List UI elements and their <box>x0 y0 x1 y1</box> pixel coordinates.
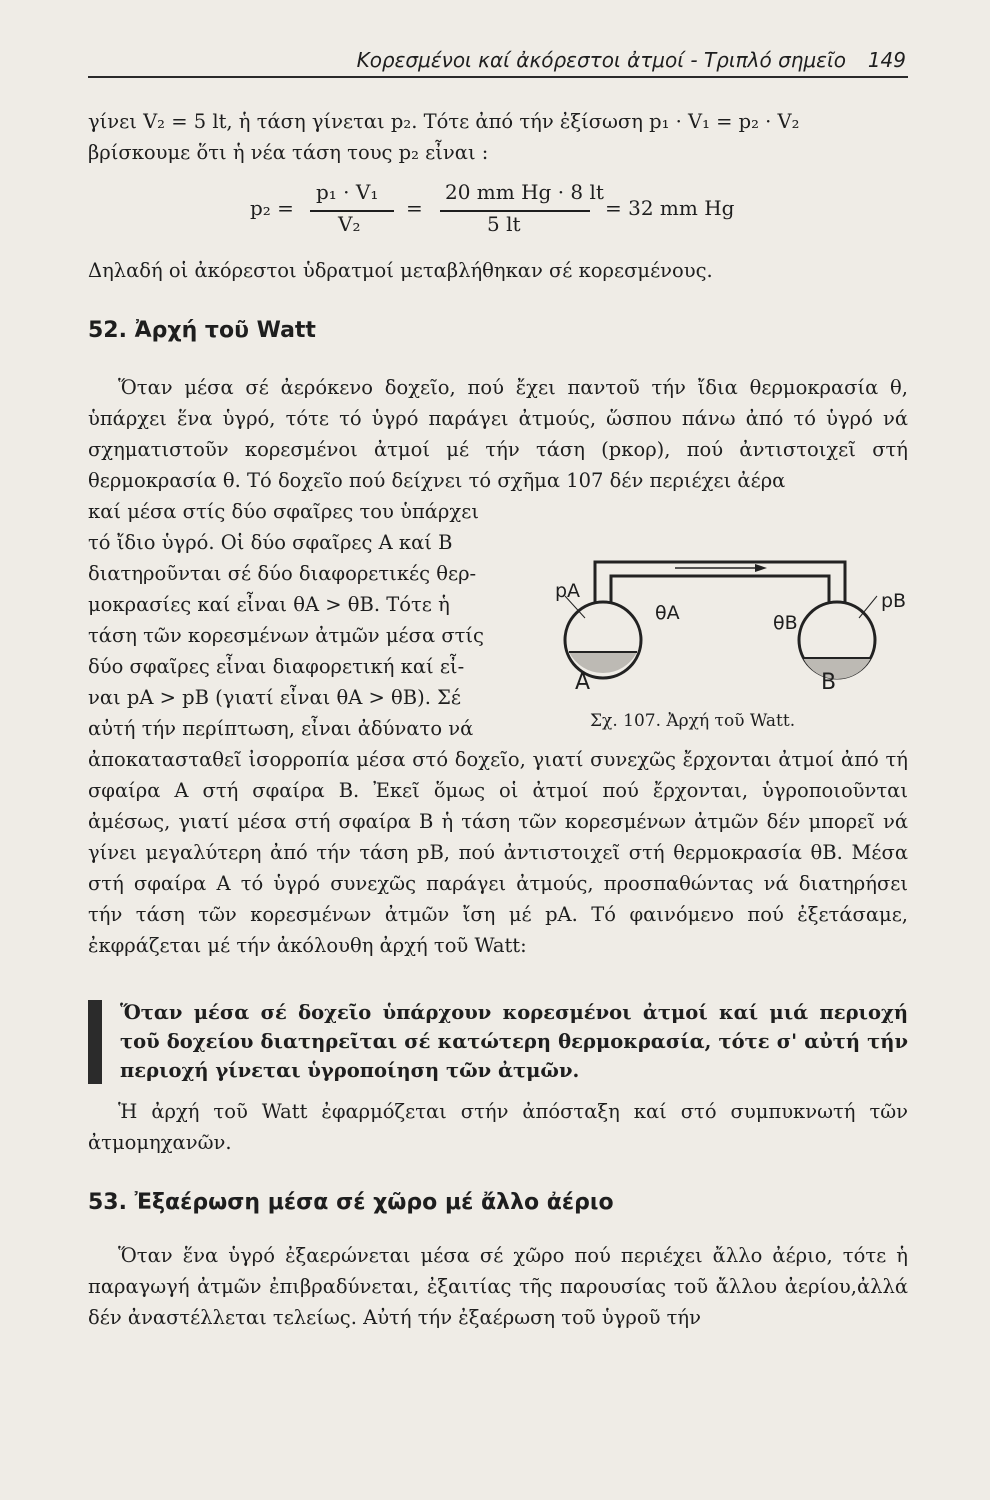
pressure-formula <box>250 178 810 244</box>
section-53-paragraph: Ὅταν ἕνα ὑγρό ἐξαερώνεται μέσα σέ χῶρο πού περιέχει ἄλλο ἀέριο, τότε ἡ παραγωγή ἀτμῶν ἐπιβραδύνεται, ἐξαιτίας τῆς παρουσίας τοῦ ἄλλου ἀερίου,ἀλλά δέν ἀναστέλλεται τελείως. Αὐτή τήν ἐξαέρωση τοῦ ὑγροῦ τήν <box>88 1244 908 1329</box>
section-53-heading: 53. Ἐξαέρωση μέσα σέ χῶρο μέ ἄλλο ἀέριο <box>88 1190 614 1215</box>
figure-caption: Σχ. 107. Ἀρχή τοῦ Watt. <box>590 711 796 731</box>
column-line: καί μέσα στίς δύο σφαῖρες του ὑπάρχει <box>88 500 479 523</box>
page-number: 149 <box>867 48 906 72</box>
column-line: τό ἴδιο ὑγρό. Οἱ δύο σφαῖρες A καί B <box>88 531 453 554</box>
running-title: Κορεσμένοι καί ἀκόρεστοι ἀτμοί - Τριπλό σημεῖο <box>356 48 846 72</box>
section-52-heading: 52. Ἀρχή τοῦ Watt <box>88 318 316 343</box>
column-line: ναι pA > pB (γιατί εἶναι θA > θB). Σέ <box>88 686 462 709</box>
conclusion-text: Δηλαδή οἱ ἀκόρεστοι ὑδρατμοί μεταβλήθηκαν σέ κορεσμένους. <box>88 259 713 282</box>
label-theta-b: θB <box>773 612 798 634</box>
page-header <box>88 44 908 78</box>
formula-numerator-2: 20 mm Hg · 8 lt <box>445 180 604 204</box>
column-line: αὐτή τήν περίπτωση, εἶναι ἀδύνατο νά <box>88 717 474 740</box>
formula-denominator-2: 5 lt <box>487 212 521 236</box>
formula-denominator-1: V₂ <box>338 212 361 236</box>
formula-numerator-1: p₁ · V₁ <box>316 180 379 204</box>
watt-rule-box <box>88 998 908 1084</box>
watt-application-text: Ἡ ἀρχή τοῦ Watt ἐφαρμόζεται στήν ἀπόσταξη καί στό συμπυκνωτή τῶν ἀτμομηχανῶν. <box>88 1100 908 1154</box>
label-theta-a: θA <box>655 602 680 624</box>
formula-equals: = <box>406 196 423 220</box>
column-line: μοκρασίες καί εἶναι θA > θB. Τότε ἡ <box>88 593 450 616</box>
section-52-paragraph-end: ἀποκατασταθεῖ ἰσορροπία μέσα στό δοχεῖο, γιατί συνεχῶς ἔρχονται ἀτμοί ἀπό τή σφαίρα A στή σφαίρα B. Ἐκεῖ ὅμως οἱ ἀτμοί πού ἔρχονται, ὑγροποιοῦνται ἀμέσως, γιατί μέσα στή σφαίρα B ἡ τάση τῶν κορεσμένων ἀτμῶν δέν μπορεῖ νά γίνει μεγαλύτερη ἀπό τήν τάση pB, πού ἀντιστοιχεῖ στή θερμοκρασία θB. Μέσα στή σφαίρα A τό ὑγρό συνεχῶς παράγει ἀτμούς, προσπαθώντας νά διατηρήσει τήν τάση τῶν κορεσμένων ἀτμῶν ἴση μέ pA. Τό φαινόμενο πού ἐξετάσαμε, ἐκφράζεται μέ τήν ἀκόλουθη ἀρχή τοῦ Watt: <box>88 748 908 957</box>
section-52-column-text <box>88 496 540 744</box>
rule-marker-bar <box>88 1000 102 1084</box>
column-line: διατηροῦνται σέ δύο διαφορετικές θερ- <box>88 562 477 585</box>
formula-result: = 32 mm Hg <box>605 196 735 220</box>
intro-line-2: βρίσκουμε ὅτι ἡ νέα τάση τους p₂ εἶναι : <box>88 141 489 164</box>
label-b: B <box>821 670 837 695</box>
section-52-paragraph-start: Ὅταν μέσα σέ ἀερόκενο δοχεῖο, πού ἔχει παντοῦ τήν ἴδια θερμοκρασία θ, ὑπάρχει ἕνα ὑγρό, τότε τό ὑγρό παράγει ἀτμούς, ὥσπου πάνω ἀπό τό ὑγρό νά σχηματιστοῦν κορεσμένοι ἀτμοί μέ τήν τάση (pκορ), πού ἀντιστοιχεῖ στή θερμοκρασία θ. Τό δοχεῖο πού δείχνει τό σχῆμα 107 δέν περιέχει ἀέρα <box>88 376 908 492</box>
liquid-b <box>803 658 871 679</box>
watt-apparatus-diagram <box>555 540 910 710</box>
column-line: δύο σφαῖρες εἶναι διαφορετική καί εἶ- <box>88 655 465 678</box>
intro-line-1: γίνει V₂ = 5 lt, ἡ τάση γίνεται p₂. Τότε ἀπό τήν ἐξίσωση p₁ · V₁ = p₂ · V₂ <box>88 110 800 133</box>
label-pb: pB <box>881 590 907 612</box>
label-pa: pA <box>555 580 581 602</box>
intro-text <box>88 106 908 168</box>
formula-lhs: p₂ = <box>250 196 294 220</box>
watt-rule-text: Ὅταν μέσα σέ δοχεῖο ὑπάρχουν κορεσμένοι ἀτμοί καί μιά περιοχή τοῦ δοχείου διατηρεῖται σέ κατώτερη θερμοκρασία, τότε σ' αὐτή τήν περιοχή γίνεται ὑγροποίηση τῶν ἀτμῶν. <box>120 1001 908 1082</box>
label-a: A <box>575 670 591 695</box>
column-line: τάση τῶν κορεσμένων ἀτμῶν μέσα στίς <box>88 624 484 647</box>
